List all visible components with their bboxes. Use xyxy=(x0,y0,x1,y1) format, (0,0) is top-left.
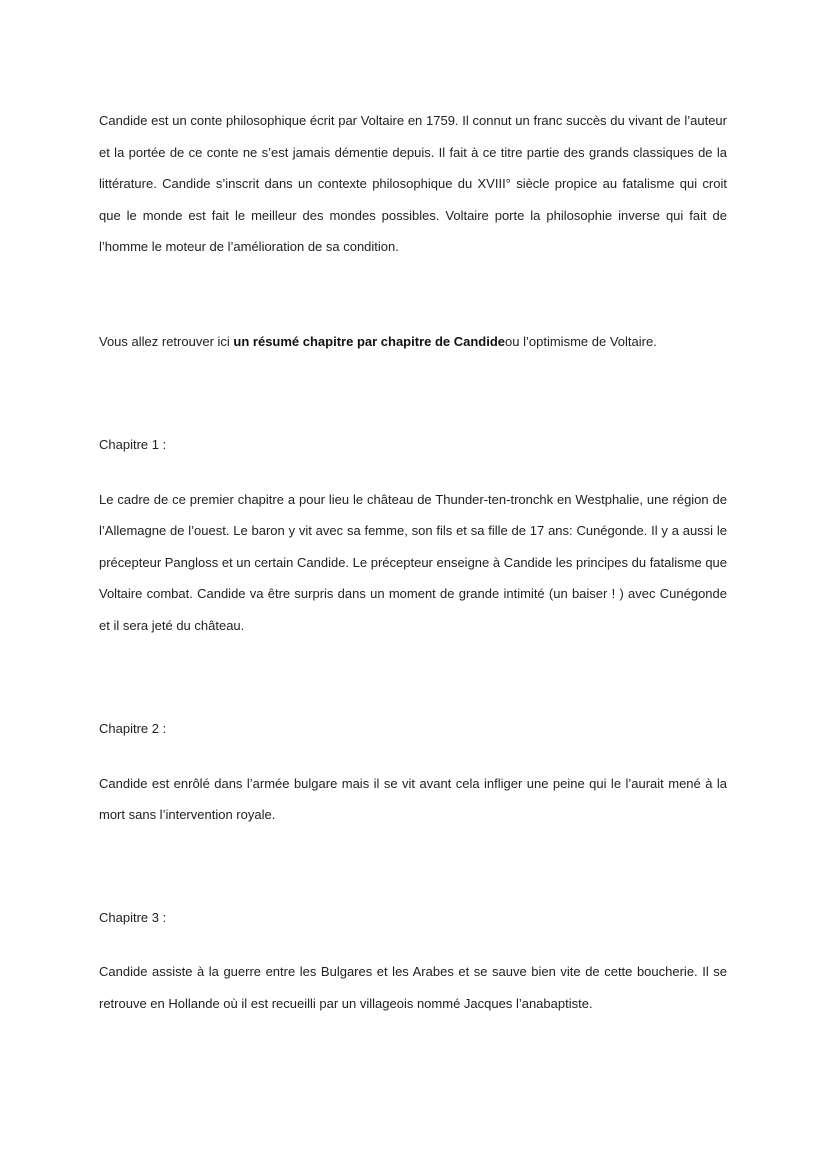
intro-paragraph: Candide est un conte philosophique écrit par Voltaire en 1759. Il connut un franc succès du vivant de l’auteur et la portée de ce conte ne s’est jamais démentie depuis. Il fait à ce titre partie des grands classiques de la littérature. Candide s’inscrit dans un contexte philosophique du XVIII° siècle propice au fatalisme qui croit que le monde est fait le meilleur des mondes possibles. Voltaire porte la philosophie inverse qui fait de l’homme le moteur de l’amélioration de sa condition. xyxy=(99,113,727,254)
chapter-3-heading: Chapitre 3 : xyxy=(99,909,167,925)
spacer xyxy=(99,461,727,484)
chapter-2-heading: Chapitre 2 : xyxy=(99,721,167,736)
chapter-1-heading: Chapitre 1 : xyxy=(99,437,167,452)
summary-prefix: Vous allez retrouver ici xyxy=(99,333,234,349)
spacer xyxy=(99,357,727,429)
spacer xyxy=(99,641,727,713)
spacer xyxy=(99,745,727,768)
summary-suffix: ou l’optimisme de Voltaire. xyxy=(505,333,657,349)
document-page xyxy=(99,105,727,1019)
chapter-1-text: Le cadre de ce premier chapitre a pour lieu le château de Thunder-ten-tronchk en Westphalie, une région de l’Allemagne de l’ouest. Le baron y vit avec sa femme, son fils et sa fille de 17 ans: Cunégonde. Il y a aussi le précepteur Pangloss et un certain Candide. Le précepteur enseigne à Candide les principes du fatalisme que Voltaire combat. Candide va être surpris dans un moment de grande intimité (un baiser ! ) avec Cunégonde et il sera jeté du château. xyxy=(99,491,728,633)
chapter-3-text: Candide assiste à la guerre entre les Bulgares et les Arabes et se sauve bien vite de cette boucherie. Il se retrouve en Hollande où il est recueilli par un villageois nommé Jacques l’anabaptiste. xyxy=(99,964,727,1011)
spacer xyxy=(99,263,727,326)
spacer xyxy=(99,831,727,902)
summary-line xyxy=(99,326,727,358)
chapter-2-text: Candide est enrôlé dans l’armée bulgare mais il se vit avant cela infliger une peine qui le l’aurait mené à la mort sans l’intervention royale. xyxy=(99,775,727,822)
spacer xyxy=(99,933,727,956)
summary-bold-link-text: un résumé chapitre par chapitre de Candide xyxy=(233,333,506,349)
